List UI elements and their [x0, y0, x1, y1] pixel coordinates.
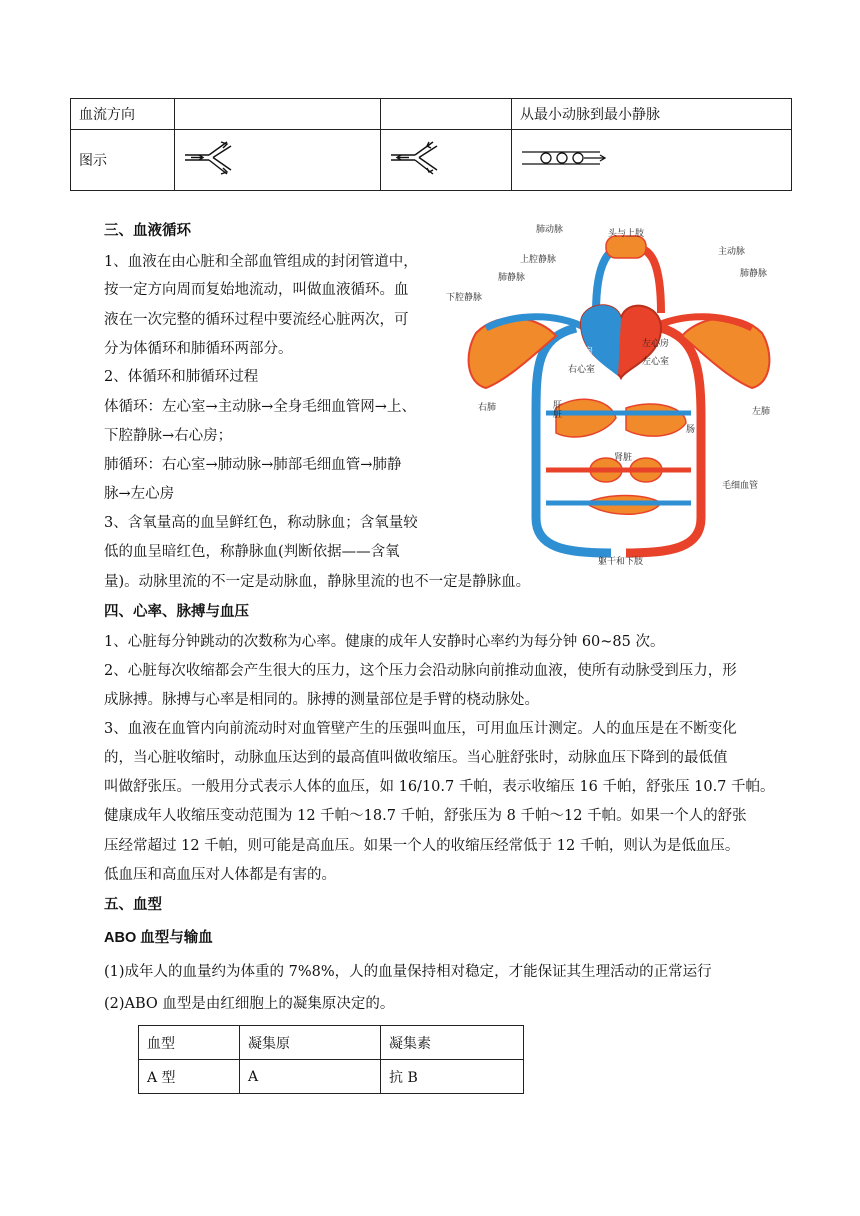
- label-liver: 肝脏: [551, 400, 561, 418]
- cell-diagram-label: 图示: [71, 130, 175, 191]
- table-cell: 抗 B: [381, 1060, 524, 1094]
- text-line: 2、心脏每次收缩都会产生很大的压力，这个压力会沿动脉向前推动血液，使所有动脉受到压力，形: [104, 663, 737, 679]
- artery-branch-icon: [183, 138, 243, 178]
- table-row: [139, 1060, 524, 1094]
- text-line: 分为体循环和肺循环两部分。: [104, 341, 293, 357]
- label-left-ventricle: 左心室: [642, 357, 670, 367]
- cell-capillary-diagram: [512, 130, 792, 191]
- blood-type-table: [138, 1025, 524, 1094]
- text-line: 按一定方向周而复始地流动，叫做血液循环。血: [104, 282, 409, 298]
- label-intestine: 肠: [686, 425, 696, 435]
- cell-flow-direction: 血流方向: [71, 99, 175, 130]
- text-line: 成脉搏。脉搏与心率是相同的。脉搏的测量部位是手臂的桡动脉处。: [104, 692, 539, 708]
- text-line: 液在一次完整的循环过程中要流经心脏两次，可: [104, 312, 409, 328]
- label-pulmonary-vein-left: 肺静脉: [498, 273, 526, 283]
- label-aorta: 主动脉: [718, 247, 746, 257]
- label-right-ventricle: 右心室: [568, 365, 596, 375]
- text-line: 的，当心脏收缩时，动脉血压达到的最高值叫做收缩压。当心脏舒张时，动脉血压下降到的最低值: [104, 750, 728, 766]
- text-line: 1、血液在由心脏和全部血管组成的封闭管道中，: [104, 254, 418, 270]
- text-line: 健康成年人收缩压变动范围为 12 千帕～18.7 千帕，舒张压为 8 千帕～12 千帕。如果一个人的舒张: [104, 808, 747, 824]
- cell-capillary-flow: 从最小动脉到最小静脉: [512, 99, 792, 130]
- label-right-lung: 右肺: [478, 403, 497, 413]
- capillary-cells-icon: [520, 148, 610, 168]
- cell-empty: [175, 99, 381, 130]
- label-head-upper-limbs: 头与上肢: [608, 229, 645, 239]
- vessel-table: [70, 98, 792, 191]
- text-line: 1、心脏每分钟跳动的次数称为心率。健康的成年人安静时心率约为每分钟 60~85 次。: [104, 634, 665, 650]
- cell-vein-diagram: [381, 130, 512, 191]
- section-heading: 五、血型: [104, 896, 162, 913]
- table-cell: A: [240, 1060, 381, 1094]
- label-inferior-vena-cava: 下腔静脉: [446, 293, 483, 303]
- table-header: 血型: [139, 1026, 240, 1060]
- text-line: 压经常超过 12 千帕，则可能是高血压。如果一个人的收缩压经常低于 12 千帕，则认为是低血压。: [104, 838, 740, 854]
- label-kidney: 肾脏: [614, 453, 633, 463]
- vein-merge-icon: [389, 138, 451, 178]
- text-line: 2、体循环和肺循环过程: [104, 369, 259, 385]
- label-superior-vena-cava: 上腔静脉: [520, 255, 557, 265]
- circulation-diagram: [446, 218, 792, 570]
- text-line: (1)成年人的血量约为体重的 7%8%，人的血量保持相对稳定，才能保证其生理活动的正常运行: [104, 964, 712, 980]
- subheading: ABO 血型与输血: [104, 930, 213, 946]
- label-right-atrium: 右心房: [566, 347, 594, 357]
- text-line: 3、血液在血管内向前流动时对血管壁产生的压强叫血压，可用血压计测定。人的血压是在不断变化: [104, 721, 737, 737]
- text-line: 下腔静脉→右心房；: [104, 428, 233, 444]
- text-line: 量)。动脉里流的不一定是动脉血，静脉里流的也不一定是静脉血。: [104, 574, 531, 590]
- text-line: 脉→左心房: [104, 486, 175, 502]
- text-line: 3、含氧量高的血呈鲜红色，称动脉血；含氧量较: [104, 515, 418, 531]
- text-line: 低血压和高血压对人体都是有害的。: [104, 867, 336, 883]
- section-heading: 三、血液循环: [104, 222, 191, 239]
- cell-artery-diagram: [175, 130, 381, 191]
- label-left-atrium: 左心房: [642, 339, 670, 349]
- label-capillary: 毛细血管: [722, 481, 759, 491]
- label-trunk-lower-limbs: 躯干和下肢: [598, 557, 644, 567]
- text-line: 低的血呈暗红色，称静脉血(判断依据——含氧: [104, 544, 400, 560]
- label-left-lung: 左肺: [752, 407, 771, 417]
- table-header: 凝集素: [381, 1026, 524, 1060]
- text-line: 叫做舒张压。一般用分式表示人体的血压，如 16/10.7 千帕，表示收缩压 16 千帕，舒张压 10.7 千帕。: [104, 779, 775, 795]
- cell-empty: [381, 99, 512, 130]
- table-cell: A 型: [139, 1060, 240, 1094]
- text-line: (2)ABO 血型是由红细胞上的凝集原决定的。: [104, 996, 395, 1012]
- table-header: 凝集原: [240, 1026, 381, 1060]
- text-line: 体循环：左心室→主动脉→全身毛细血管网→上、: [104, 399, 416, 415]
- text-line: 肺循环：右心室→肺动脉→肺部毛细血管→肺静: [104, 457, 402, 473]
- section-heading: 四、心率、脉搏与血压: [104, 603, 249, 620]
- label-pulmonary-artery: 肺动脉: [536, 225, 564, 235]
- label-pulmonary-vein-right: 肺静脉: [740, 269, 768, 279]
